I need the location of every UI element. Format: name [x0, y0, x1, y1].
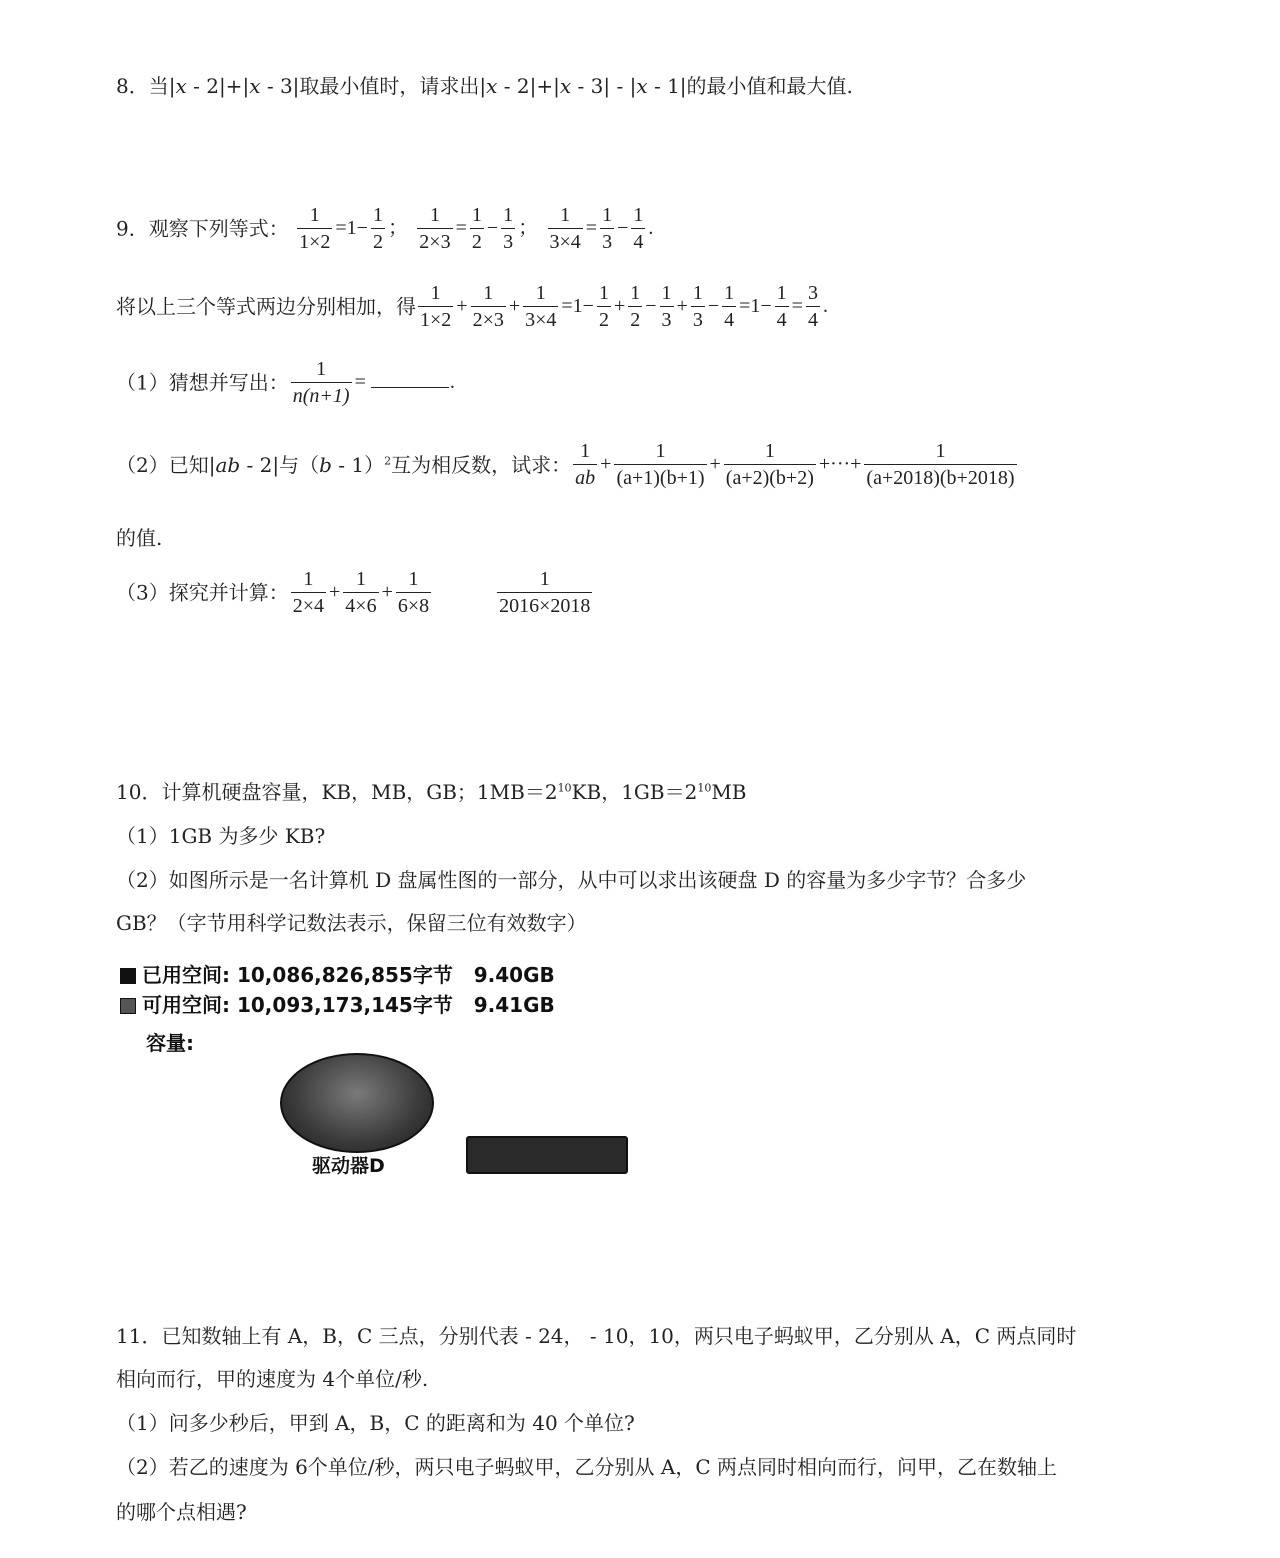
separator: ； — [518, 217, 539, 239]
q10-line1: 10．计算机硬盘容量，KB，MB，GB；$1MB=2^{10}KB$，$1GB=2^{10}MB$ — [116, 780, 747, 804]
q10-part1: （1）1GB 为多少 KB? — [116, 824, 326, 848]
operator: + — [456, 295, 468, 317]
q9-part3 — [116, 568, 594, 617]
var-x: x — [486, 74, 498, 98]
fraction: $\frac{1}{2\times 3}$ — [472, 282, 504, 331]
fraction: $\frac{1}{(a+2)(b+2)}$ — [725, 440, 814, 489]
fraction: $\frac{1}{2016\times 2018}$ — [499, 568, 591, 617]
fraction: $\frac{1}{ab}$ — [575, 440, 596, 489]
fraction: $\frac{1}{4\times 6}$ — [345, 568, 377, 617]
fraction: $\frac{1}{(a+1)(b+1)}$ — [616, 440, 705, 489]
q9-sum-intro: 将以上三个等式两边分别相加，得 — [116, 294, 416, 319]
q8-part: - 3| - | — [571, 74, 637, 98]
period: . — [822, 295, 828, 317]
fraction: $\frac{1}{2\times 3}$ — [419, 204, 451, 253]
fraction: $\frac{1}{3}$ — [602, 204, 613, 253]
fraction: $\frac{1}{2}$ — [471, 204, 482, 253]
q8-part: 8．当| — [116, 74, 176, 98]
operator: = — [354, 371, 366, 393]
period: . — [449, 371, 455, 393]
fraction: $\frac{1}{2}$ — [630, 282, 641, 331]
operator: =1− — [335, 217, 368, 239]
q10-part2: （2）如图所示是一名计算机 D 盘属性图的一部分，从中可以求出该硬盘 D 的容量为多少字节？合多少 — [116, 868, 1027, 892]
free-color-swatch — [120, 998, 136, 1014]
operator: =1− — [739, 295, 772, 317]
q11-part1: （1）问多少秒后，甲到 A，B，C 的距离和为 40 个单位? — [116, 1411, 635, 1435]
operator: + — [600, 453, 612, 475]
operator: =1− — [561, 295, 594, 317]
disk-cleanup-button[interactable] — [466, 1136, 628, 1174]
q8-part: - 2|+| — [186, 74, 250, 98]
fraction: $\frac{1}{3\times 4}$ — [549, 204, 581, 253]
q10-part2-cont: GB？（字节用科学记数法表示，保留三位有效数字） — [116, 911, 587, 935]
q9-observe-line — [116, 204, 654, 253]
fraction: $\frac{1}{2}$ — [372, 204, 383, 253]
operator: − — [617, 217, 629, 239]
q8-part: - 2|+| — [497, 74, 560, 98]
period: . — [648, 217, 654, 239]
free-space-row: 可用空间: 10,093,173,145字节 9.41GB — [120, 989, 555, 1018]
operator: +···+ — [818, 453, 862, 475]
drive-label: 驱动器D — [312, 1155, 385, 1177]
q9-part1 — [116, 358, 456, 407]
separator: ； — [387, 217, 408, 239]
fraction: $\frac{1}{6\times 8}$ — [397, 568, 430, 617]
fraction: $\frac{1}{(a+2018)(b+2018)}$ — [866, 440, 1015, 489]
fraction: $\frac{1}{3}$ — [661, 282, 672, 331]
fraction: $\frac{1}{1\times 2}$ — [420, 282, 452, 331]
var-x: x — [249, 74, 261, 98]
capacity-label: 容量: — [146, 1031, 194, 1055]
q9-part2-tail: 的值. — [116, 526, 163, 550]
fraction: $\frac{1}{3}$ — [692, 282, 703, 331]
q9-part1-label: （1）猜想并写出： — [116, 370, 289, 395]
q9-part3-label: （3）探究并计算： — [116, 580, 289, 605]
fraction: $\frac{1}{4}$ — [776, 282, 787, 331]
q11-part2: （2）若乙的速度为 6个单位/秒，两只电子蚂蚁甲，乙分别从 A，C 两点同时相向而行，问甲，乙在数轴上 — [116, 1455, 1058, 1479]
q8-part: - 1|的最小值和最大值. — [647, 74, 853, 98]
q8-text — [116, 76, 853, 96]
disk-properties-figure — [116, 955, 656, 1185]
var-x: x — [636, 74, 648, 98]
used-space-row: 已用空间: 10,086,826,855字节 9.40GB — [120, 959, 555, 988]
operator: + — [329, 581, 341, 603]
operator: = — [791, 295, 803, 317]
var-x: x — [559, 74, 572, 98]
operator: = — [585, 217, 598, 239]
fraction: $\frac{1}{2\times 4}$ — [292, 568, 325, 617]
var-x: x — [175, 74, 187, 98]
fraction: $\frac{1}{3}$ — [503, 204, 514, 253]
q9-part2 — [116, 440, 1019, 489]
q9-sum-line — [116, 282, 829, 331]
operator: + — [381, 581, 393, 603]
fraction: $\frac{3}{4}$ — [807, 282, 818, 331]
operator: + — [508, 295, 521, 317]
operator: + — [676, 295, 688, 317]
operator: + — [709, 453, 721, 475]
operator: − — [486, 217, 499, 239]
fraction: $\frac{1}{2}$ — [598, 282, 609, 331]
fraction: $\frac{1}{3\times 4}$ — [525, 282, 557, 331]
q8-part: - 3|取最小值时，请求出| — [260, 74, 487, 98]
q11-line1: 11．已知数轴上有 A，B，C 三点，分别代表 - 24， - 10，10，两只电子蚂蚁甲，乙分别从 A，C 两点同时 — [116, 1324, 1077, 1348]
q9-intro: 9．观察下列等式： — [116, 216, 289, 241]
fraction: $\frac{1}{n(n+1)}$ — [292, 358, 350, 407]
answer-blank — [371, 373, 449, 388]
operator: = — [455, 217, 467, 239]
q11-line2: 相向而行，甲的速度为 4个单位/秒. — [116, 1367, 429, 1391]
operator: − — [707, 295, 720, 317]
q9-part2-label: （2）已知|ab - 2|与（b - 1）$^2$互为相反数，试求： — [116, 452, 572, 477]
fraction: $\frac{1}{4}$ — [633, 204, 644, 253]
fraction: $\frac{1}{4}$ — [724, 282, 735, 331]
operator: + — [613, 295, 626, 317]
disk-pie-icon — [280, 1053, 434, 1153]
operator: − — [645, 295, 657, 317]
fraction: $\frac{1}{1\times 2}$ — [299, 204, 331, 253]
q11-part2-cont: 的哪个点相遇? — [116, 1500, 247, 1524]
used-color-swatch — [120, 968, 136, 984]
